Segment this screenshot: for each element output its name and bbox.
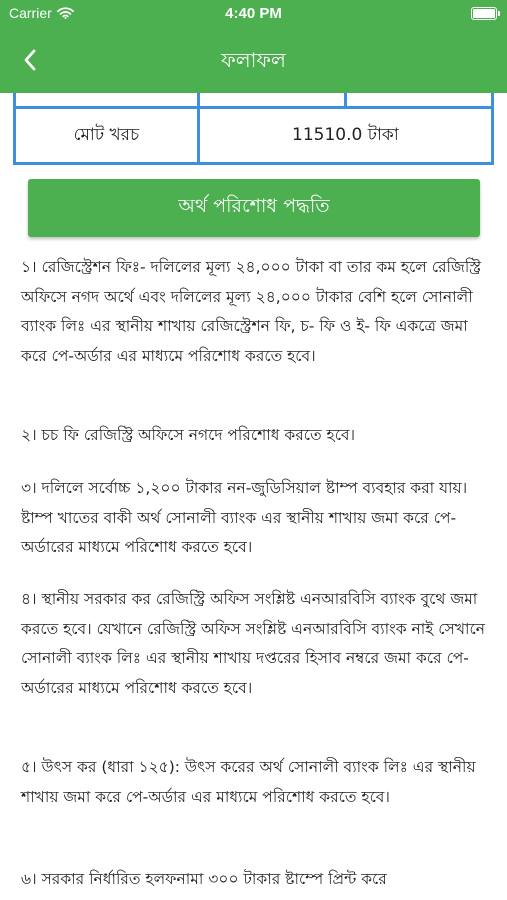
payment-instruction-4: ৪। স্থানীয় সরকার কর রেজিস্ট্রি অফিস সংশ্লিষ্ট এনআরবিসি ব্যাংক বুথে জমা করতে হবে। যেখানে রেজিস্ট্রি অফিস সংশ্লিষ্ট এনআরবিসি ব্যাংক নাই সেখানে সোনালী ব্যাংক লিঃ এর স্থানীয় শাখায় দপ্তরের হিসাব নম্বরে জমা করে পে-অর্ডারের মাধ্যমে পরিশোধ করতে হবে। [21,590,485,697]
carrier-name: Carrier [9,5,52,21]
total-cost-label: মোট খরচ [15,108,199,164]
table-row [15,93,493,108]
result-content[interactable] [0,93,507,900]
status-time: 4:40 PM [225,5,282,22]
table-cell [198,93,345,108]
battery-nub [498,11,500,16]
navigation-bar [0,28,507,93]
total-cost-value: 11510.0 টাকা [198,108,492,164]
app-header [0,0,507,93]
page-title: ফলাফল [221,48,286,72]
payment-instruction-6: ৬। সরকার নির্ধারিত হলফনামা ৩০০ টাকার ষ্টাম্পে প্রিন্ট করে [21,870,387,888]
cost-table [13,93,494,165]
battery-level [473,9,495,18]
battery-icon [471,7,497,20]
payment-instruction-1: ১। রেজিস্ট্রেশন ফিঃ- দলিলের মূল্য ২৪,০০০ টাকা বা তার কম হলে রেজিস্ট্রি অফিসে নগদ অর্থে এবং দলিলের মূল্য ২৪,০০০ টাকার বেশি হলে সোনালী ব্যাংক লিঃ এর স্থানীয় শাখায় রেজিস্ট্রেশন ফি, চ- ফি ও ই- ফি একত্রে জমা করে পে-অর্ডার এর মাধ্যমে পরিশোধ করতে হবে। [21,258,482,365]
total-cost-row [15,108,493,164]
payment-instruction-5: ৫। উৎস কর (ধারা ১২৫): উৎস করের অর্থ সোনালী ব্যাংক লিঃ এর স্থানীয় শাখায় জমা করে পে-অর্ডার এর মাধ্যমে পরিশোধ করতে হবে। [21,758,476,806]
payment-instruction-3: ৩। দলিলে সর্বোচ্চ ১,২০০ টাকার নন-জুডিসিয়াল ষ্টাম্প ব্যবহার করা যায়। ষ্টাম্প খাতের বাকী অর্থ সোনালী ব্যাংক এর স্থানীয় শাখায় জমা করে পে-অর্ডারের মাধ্যমে পরিশোধ করতে হবে। [21,479,468,556]
table-cell [15,93,199,108]
payment-instruction-2: ২। চচ ফি রেজিস্ট্রি অফিসে নগদে পরিশোধ করতে হবে। [21,426,356,444]
status-bar [0,0,507,28]
table-cell [345,93,492,108]
payment-method-button[interactable]: অর্থ পরিশোধ পদ্ধতি [28,179,480,237]
